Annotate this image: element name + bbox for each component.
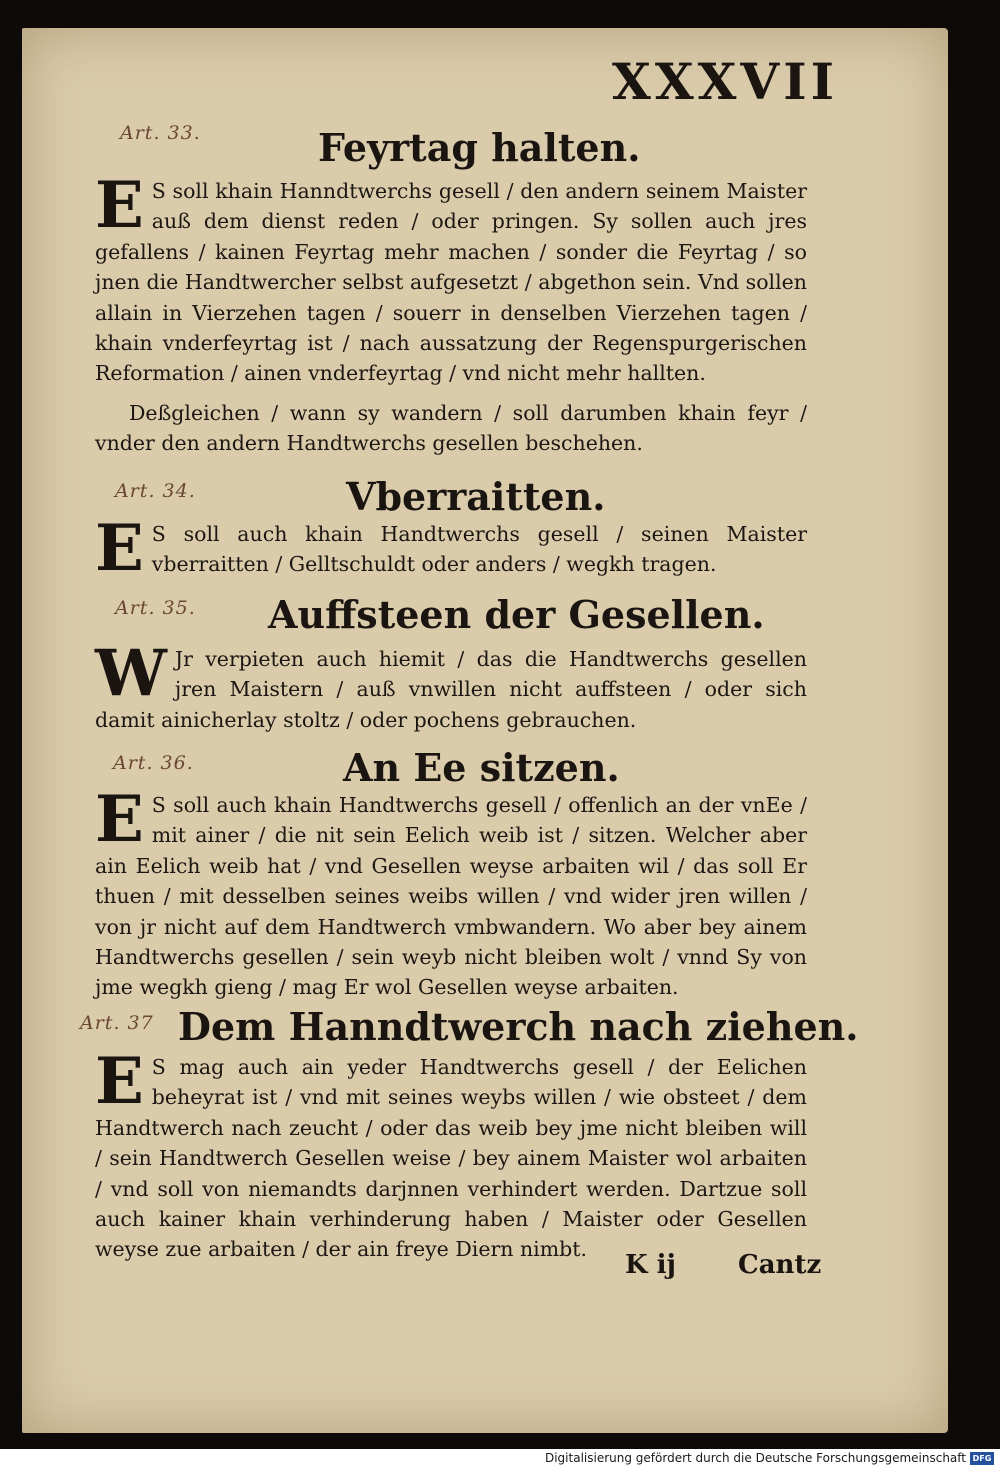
signature-mark: K ij	[625, 1250, 676, 1280]
section-body-hanndtwerch	[95, 1044, 807, 1265]
section-title-auffsteen: Auffsteen der Gesellen.	[268, 592, 765, 637]
margin-note-37: Art. 37	[80, 1012, 154, 1034]
paragraph	[95, 1044, 807, 1265]
folio-number: XXXVII	[612, 52, 838, 111]
section-title-feyrtag: Feyrtag halten.	[318, 125, 641, 170]
paragraph	[95, 168, 807, 389]
paragraph-text: Jr verpieten auch hiemit / das die Handtwerchs gesellen jren Maistern / auß vnwillen nicht auffsteen / oder sich damit ainicherlay stoltz / oder pochens gebrauchen.	[95, 647, 807, 732]
funding-credit: Digitalisierung gefördert durch die Deutsche Forschungsgemeinschaft	[544, 1451, 966, 1465]
margin-note-35: Art. 35.	[115, 597, 196, 619]
section-title-hanndtwerch: Dem Hanndtwerch nach ziehen.	[178, 1004, 859, 1049]
paragraph-text: S soll khain Hanndtwerchs gesell / den andern seinem Maister auß dem dienst reden / oder pringen. Sy sollen auch jres gefallens / kainen Feyrtag mehr machen / sonder die Feyrtag / so jnen die Handtwercher selbst aufgesetzt / abgethon sein. Vnd sollen allain in Vierzehen tagen / souerr in denselben Vierzehen tagen / khain vnderfeyrtag ist / nach aussatzung der Regenspurgerischen Reformation / ainen vnderfeyrtag / vnd nicht mehr hallten.	[95, 179, 807, 386]
drop-initial: E	[95, 1044, 144, 1119]
section-body-feyrtag-2	[95, 398, 807, 459]
drop-initial: E	[95, 511, 144, 586]
section-body-feyrtag	[95, 168, 807, 389]
catchword: Cantz	[738, 1250, 822, 1280]
paragraph	[95, 511, 807, 586]
paragraph-text: Deßgleichen / wann sy wandern / soll darumben khain feyr / vnder den andern Handtwerchs gesellen beschehen.	[95, 401, 807, 456]
drop-initial: E	[95, 168, 144, 243]
paragraph	[95, 782, 807, 1003]
drop-initial: W	[95, 636, 167, 711]
section-body-auffsteen	[95, 636, 807, 735]
paragraph-text: S mag auch ain yeder Handtwerchs gesell / der Eelichen beheyrat ist / vnd mit seines weybs willen / wie obsteet / dem Handtwerch nach zeucht / oder das weib bey jme nicht bleiben will / sein Handtwerch Gesellen weise / bey ainem Maister wol arbaiten / vnd soll von niemandts darjnnen verhindert werden. Dartzue soll auch kainer khain verhinderung haben / Maister oder Gesellen weyse zue arbaiten / der ain freye Diern nimbt.	[95, 1055, 807, 1262]
margin-note-33: Art. 33.	[120, 122, 201, 144]
paragraph-text: S soll auch khain Handtwerchs gesell / seinen Maister vberraitten / Gelltschuldt oder anders / wegkh tragen.	[151, 522, 807, 577]
dfg-logo-icon: DFG	[970, 1452, 994, 1465]
paragraph-text: S soll auch khain Handtwerchs gesell / offenlich an der vnEe / mit ainer / die nit sein Eelich weib ist / sitzen. Welcher aber ain Eelich weib hat / vnd Gesellen weyse arbaiten wil / das soll Er thuen / mit desselben seines weibs willen / vnd wider jren willen / von jr nicht auf dem Handtwerch vmbwandern. Wo aber bey ainem Handtwerchs gesellen / sein weyb nicht bleiben wolt / vnnd Sy von jme wegkh gieng / mag Er wol Gesellen weyse arbaiten.	[95, 793, 807, 1000]
section-body-an-ee-sitzen	[95, 782, 807, 1003]
drop-initial: E	[95, 782, 144, 857]
paragraph	[95, 636, 807, 735]
footer-bar	[0, 1449, 1000, 1469]
section-body-vberraitten	[95, 511, 807, 586]
section-title-an-ee-sitzen: An Ee sitzen.	[343, 745, 620, 790]
margin-note-36: Art. 36.	[113, 752, 194, 774]
section-title-vberraitten: Vberraitten.	[346, 474, 606, 519]
margin-note-34: Art. 34.	[115, 480, 196, 502]
